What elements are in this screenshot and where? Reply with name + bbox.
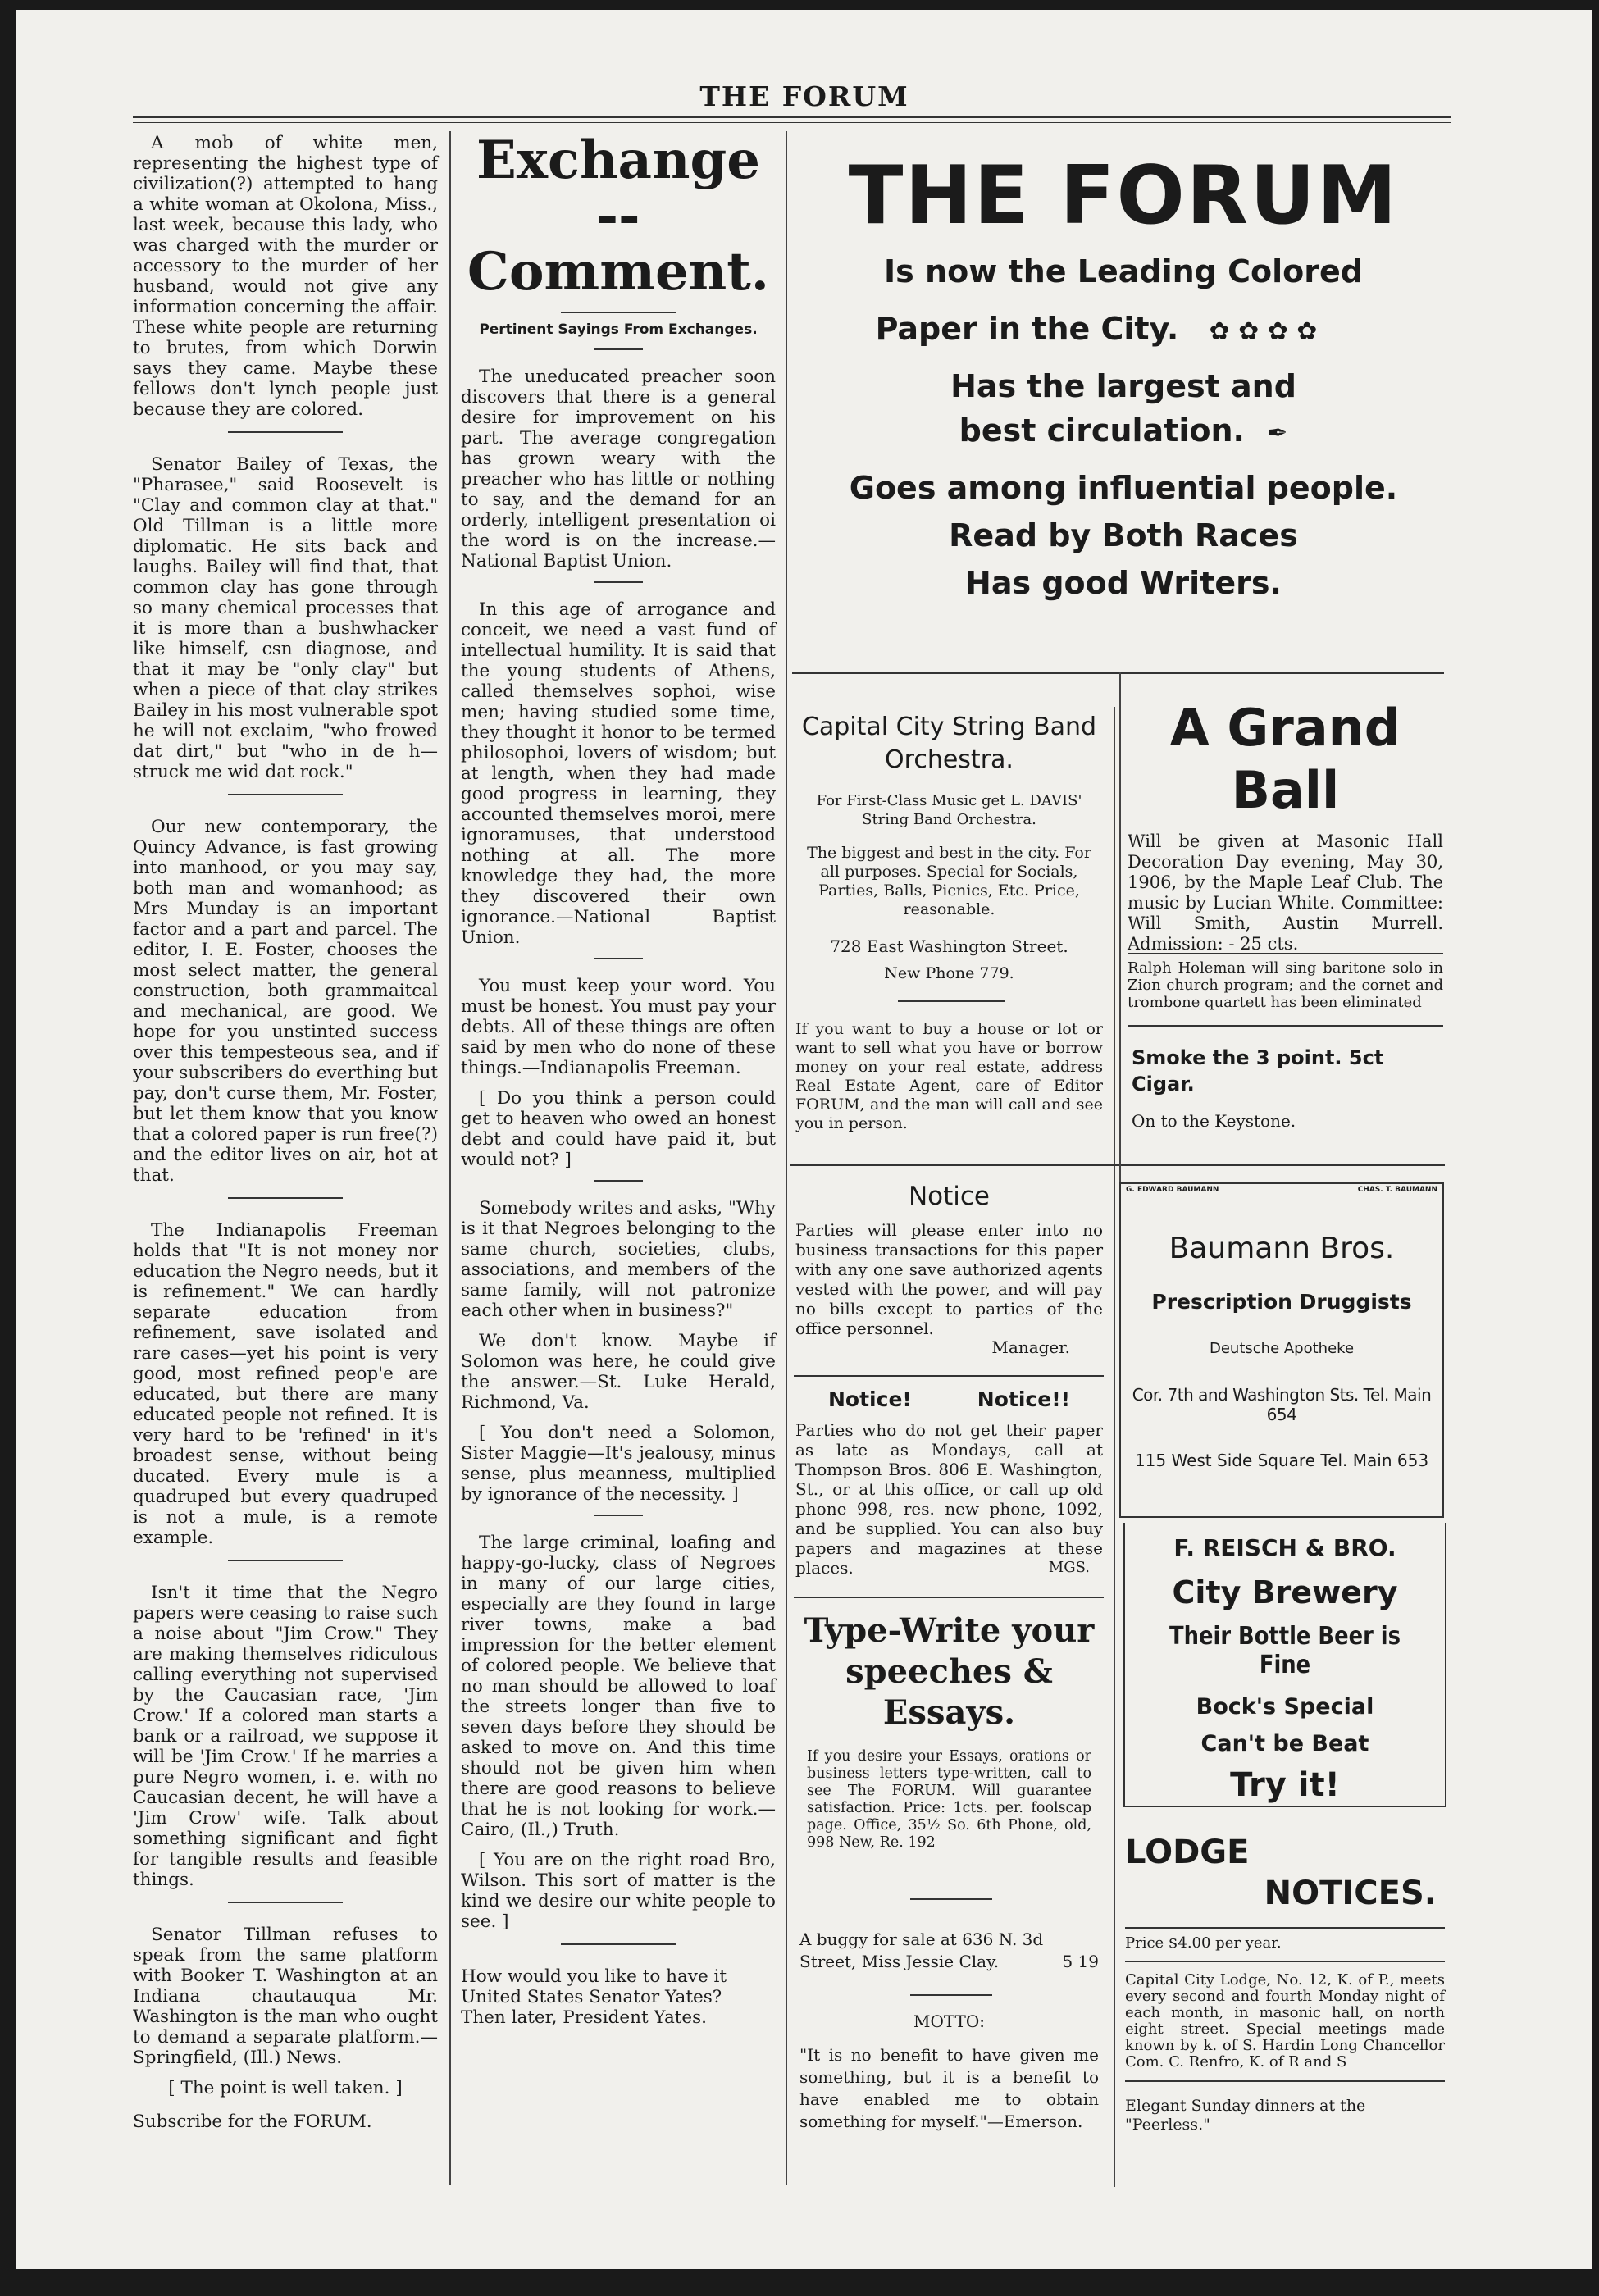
forum-ad [795,149,1451,601]
buggy-text: A buggy for sale at 636 N. 3d Street, Miss Jessie Clay. [800,1929,1044,1971]
column-rule-4 [1119,672,1121,1189]
notice1-body: Parties will please enter into no business transactions for this paper with any one save authorized agents vested with the power, and will pay no bills except to parties of the office personnel. [795,1220,1103,1338]
exchange-heaven: [ Do you think a person could get to heaven who owed an honest debt and could have paid it, but would not? ] [461,1088,776,1170]
ball-title: A Grand Ball [1169,698,1401,820]
separator [228,1560,343,1561]
forum-ad-line3: Has the largest and [950,368,1296,404]
notice2-body: Parties who do not get their paper as late as Mondays, call at Thompson Bros. 806 E. Washington, St., or at this office, or call up old phone 998, res. new phone, 1092, and be supplied. You can also buy papers and magazines at these places. [795,1420,1103,1578]
lodge-body: Capital City Lodge, No. 12, K. of P., meets every second and fourth Monday night of each month, in masonic hall, on north eight street. Special meetings made known by k. of S. Hardin Long Chancellor Com. C. Renfro, K. of R and S [1125,1961,1445,2070]
reisch-line1: F. REISCH & BRO. [1173,1534,1396,1561]
orchestra-phone: New Phone 779. [884,964,1014,982]
baumann-ad [1119,1182,1444,1518]
exchange-preacher: The uneducated preacher soon discovers that there is a general desire for improvement on his part. The average congregation has grown weary with the preacher who has little or nothing to say, and the demand for an orderly, intelligent presentation oi the word is on the increase.—National Baptist Union. [461,367,776,572]
article-okolona: A mob of white men, representing the highest type of civilization(?) attempted to hang a white woman at Okolona, Miss., last week, because this lady, who was charged with the murder or accessory to the murder of her husband, would not give any information concerning the affair. These white people are returning to brutes, from which Dorwin says they came. Maybe these fellows don't lynch people just because they are colored. [133,133,438,420]
forum-ad-line4: best circulation. ✒ [959,412,1288,449]
reisch-line6: Try it! [1230,1766,1340,1804]
typewrite-title: Type-Write your speeches & Essays. [804,1611,1095,1732]
separator [228,1197,343,1199]
buggy-ad [800,1929,1099,1973]
section-rule [790,1164,1445,1166]
comment-well-taken: [ The point is well taken. ] [168,2078,403,2098]
separator [594,348,643,350]
ball-body: Will be given at Masonic Hall Decoration Day evening, May 30, 1906, by the Maple Leaf Club. The music by Lucian White. Committee: Will Smith, Austin Murrell. Admission: - 25 cts. [1128,831,1443,954]
orchestra-title: Capital City String Band Orchestra. [801,713,1097,774]
masthead-rule-thin [133,122,1451,123]
forum-ad-line5: Goes among influential people. [849,470,1398,506]
baumann-title: Baumann Bros. [1168,1232,1395,1265]
section-rule [794,1375,1104,1377]
exchange-jealousy: [ You don't need a Solomon, Sister Maggie—It's jealousy, minus sense, plus meanness, multiplied by ignorance of the necessity. ] [461,1423,776,1505]
ball-note: Ralph Holeman will sing baritone solo in Zion church program; and the cornet and trombone quartett has been eliminated [1128,959,1443,1011]
exchange-solomon: We don't know. Maybe if Solomon was here, he could give the answer.—St. Luke Herald, Richmond, Va. [461,1331,776,1413]
typewrite-ad [795,1610,1103,1852]
motto-body: "It is no benefit to have given me something, but it is a benefit to have enabled me to obtain something for myself."—Emerson. [800,2045,1099,2131]
separator [594,958,643,959]
exchange-heading: Exchange --Comment. [467,130,770,303]
baumann-addr2: 115 West Side Square Tel. Main 653 [1134,1451,1429,1470]
column-rule-1 [449,131,451,2185]
notice2-title1: Notice! [828,1387,912,1411]
cigar-ad [1132,1045,1443,1131]
separator [561,1943,676,1945]
forum-ad-rule [792,672,1444,674]
forum-ad-title: THE FORUM [848,149,1399,243]
newspaper-page [16,10,1592,2269]
lodge-notices [1125,1832,1445,2134]
article-freeman: The Indianapolis Freeman holds that "It is not money nor education the Negro needs, but it is refinement." We can hardly separate education from refinement, save isolated and rare cases—yet his point is very good, most refined peop'e are educated, but there are many educated people not refined. It is very hard to be 'refined' in it's broadest sense, without being ducated. Every mule is a quadruped but every quadruped is not a mule, is a remote example. [133,1220,438,1548]
notice2-sign: MGS. [1048,1559,1090,1576]
baumann-addr1: Cor. 7th and Washington Sts. Tel. Main 654 [1132,1385,1432,1424]
article-bailey: Senator Bailey of Texas, the "Pharasee," said Roosevelt is "Clay and common clay at that." Old Tillman is a little more diplomatic. He sits back and laughs. Bailey will find that, that common clay has gone through so many chemical processes that it is more than a bushwhacker like himself, csn diagnose, and that it may be "only clay" but when a piece of that clay strikes Bailey in his most vulnerable spot he will not exclaim, "who frowed dat dirt," but "who in de h—struck me wid dat rock." [133,454,438,782]
column-2 [461,130,776,2038]
separator [910,1994,992,1996]
forum-ad-line1: Is now the Leading Colored [884,253,1363,289]
notice2 [795,1386,1103,1577]
column-rule-3 [1114,707,1115,2187]
separator [228,794,343,795]
typewrite-body: If you desire your Essays, orations or business letters type-written, call to see The FORUM. Will guarantee satisfaction. Price: 1cts. per. foolscap page. Office, 35½ So. 6th Phone, old, 998 New, Re. 192 [807,1748,1091,1851]
baumann-name-right: CHAS. T. BAUMANN [1357,1186,1437,1194]
cigar-line2: On to the Keystone. [1132,1111,1296,1131]
reisch-line5: Can't be Beat [1200,1731,1369,1756]
separator [594,581,643,583]
separator [228,1902,343,1903]
section-rule [1128,1025,1443,1027]
motto [800,2011,1099,2133]
notice1-sign: Manager. [991,1337,1070,1357]
exchange-wilson: [ You are on the right road Bro, Wilson. This sort of matter is the kind we desire our white people to see. ] [461,1850,776,1932]
lodge-title2: NOTICES. [1264,1875,1437,1912]
reisch-line3: Their Bottle Beer is Fine [1169,1622,1401,1679]
masthead-rule [133,116,1451,118]
reisch-ad [1123,1523,1446,1807]
exchange-humility: In this age of arrogance and conceit, we need a vast fund of intellectual humility. It is said that the young students of Athens, called themselves sophoi, wise men; having studied some time, they thought it honor to be termed philosophoi, lovers of wisdom; but at length, when they had made good progress in learning, they accounted themselves moroi, mere ignoramuses, that understood nothing at all. The more knowledge they had, the more they discovered their own ignorance.—National Baptist Union. [461,599,776,948]
masthead: THE FORUM [699,80,909,112]
separator [594,1180,643,1182]
reisch-line2: City Brewery [1172,1574,1398,1610]
exchange-somebody: Somebody writes and asks, "Why is it that Negroes belonging to the same church, societies, clubs, associations, and members of the same family, will not patronize each other when in business?" [461,1198,776,1321]
orchestra-sub: For First-Class Music get L. DAVIS' String Band Orchestra. [816,792,1082,828]
notice1-title: Notice [908,1182,991,1211]
orchestra-body: The biggest and best in the city. For all purposes. Special for Socials, Parties, Balls, Picnics, Etc. Price, reasonable. [807,844,1091,918]
exchange-subheading: Pertinent Sayings From Exchanges. [479,321,758,338]
column-rule-2 [786,131,787,2185]
section-rule [794,1597,1104,1598]
quill-icon: ✒ [1267,419,1288,448]
column-1 [133,133,438,2142]
separator [594,1515,643,1516]
article-quincy: Our new contemporary, the Quincy Advance, is fast growing into manhood, or you may say, both man and womanhood; as Mrs Munday is an important factor and a part and parcel. The editor, I. E. Foster, chooses the most select matter, the general construction, both grammaitcal and mechanical, are good. We hope for you unstinted success over this tempesteous sea, and if your subscribers do everthing but pay, don't curse them, Mr. Foster, but let them know that you know that a colored paper is run free(?) and the editor lives on air, hot at that. [133,817,438,1186]
orchestra-ad [795,711,1103,983]
separator [228,431,343,433]
cigar-line1: Smoke the 3 point. 5ct Cigar. [1132,1046,1384,1096]
separator [561,312,676,313]
baumann-name-left: G. EDWARD BAUMANN [1126,1186,1219,1194]
forum-ad-line7: Has good Writers. [965,565,1282,601]
exchange-word: You must keep your word. You must be honest. You must pay your debts. All of these things are often said by men who do none of these things.—Indianapolis Freeman. [461,976,776,1078]
forum-ad-line2: Paper in the City. ✿ ✿ ✿ ✿ [875,311,1318,347]
lodge-title1: LODGE [1125,1834,1250,1871]
buggy-code: 5 19 [1062,1952,1099,1971]
separator [898,1000,1004,1002]
exchange-yates: How would you like to have it United States Senator Yates? [461,1966,727,2007]
baumann-sub: Prescription Druggists [1151,1290,1412,1314]
orchestra-address: 728 East Washington Street. [830,936,1068,956]
notice1 [795,1181,1103,1357]
lodge-price: Price $4.00 per year. [1125,1927,1445,1952]
forum-ad-line6: Read by Both Races [949,517,1298,554]
leaf-icon: ✿ ✿ ✿ ✿ [1209,317,1318,346]
article-jim-crow: Isn't it time that the Negro papers were ceasing to raise such a noise about "Jim Crow." They are making themselves ridiculous calling everything not supervised by the Caucasian race, 'Jim Crow.' If a colored man starts a bank or a railroad, we suppose it will be 'Jim Crow.' If he marries a pure Negro women, i. e. with no Caucasian decent, he will have a 'Jim Crow' wife. Talk about something significant and fight for tangible results and feasible things. [133,1583,438,1890]
motto-title: MOTTO: [913,2011,986,2031]
ball-ad [1128,697,1443,954]
section-rule [1128,953,1443,954]
lodge-dinner: Elegant Sunday dinners at the "Peerless." [1125,2080,1445,2134]
baumann-german: Deutsche Apotheke [1209,1340,1355,1357]
realestate-ad: If you want to buy a house or lot or want to sell what you have or borrow money on your real estate, address Real Estate Agent, care of Editor FORUM, and the man will call and see you in person. [795,1020,1103,1132]
exchange-cairo: The large criminal, loafing and happy-go-lucky, class of Negroes in many of our large cities, especially are they found in large river towns, make a bad impression for the better element of colored people. We believe that no man should be allowed to loaf the streets longer than five to seven days before they should be asked to move on. And this time should not be given him when there are good reasons to believe that he is not looking for work.—Cairo, (Il.,) Truth. [461,1533,776,1840]
separator [910,1898,992,1900]
exchange-president: Then later, President Yates. [461,2007,707,2028]
reisch-line4: Bock's Special [1196,1694,1374,1720]
notice2-title2: Notice!! [977,1387,1070,1411]
article-tillman: Senator Tillman refuses to speak from the same platform with Booker T. Washington at an Indiana chautauqua Mr. Washington is the man who ought to demand a separate platform.—Springfield, (Ill.) News. [133,1925,438,2068]
subscribe-note: Subscribe for the FORUM. [133,2112,372,2132]
